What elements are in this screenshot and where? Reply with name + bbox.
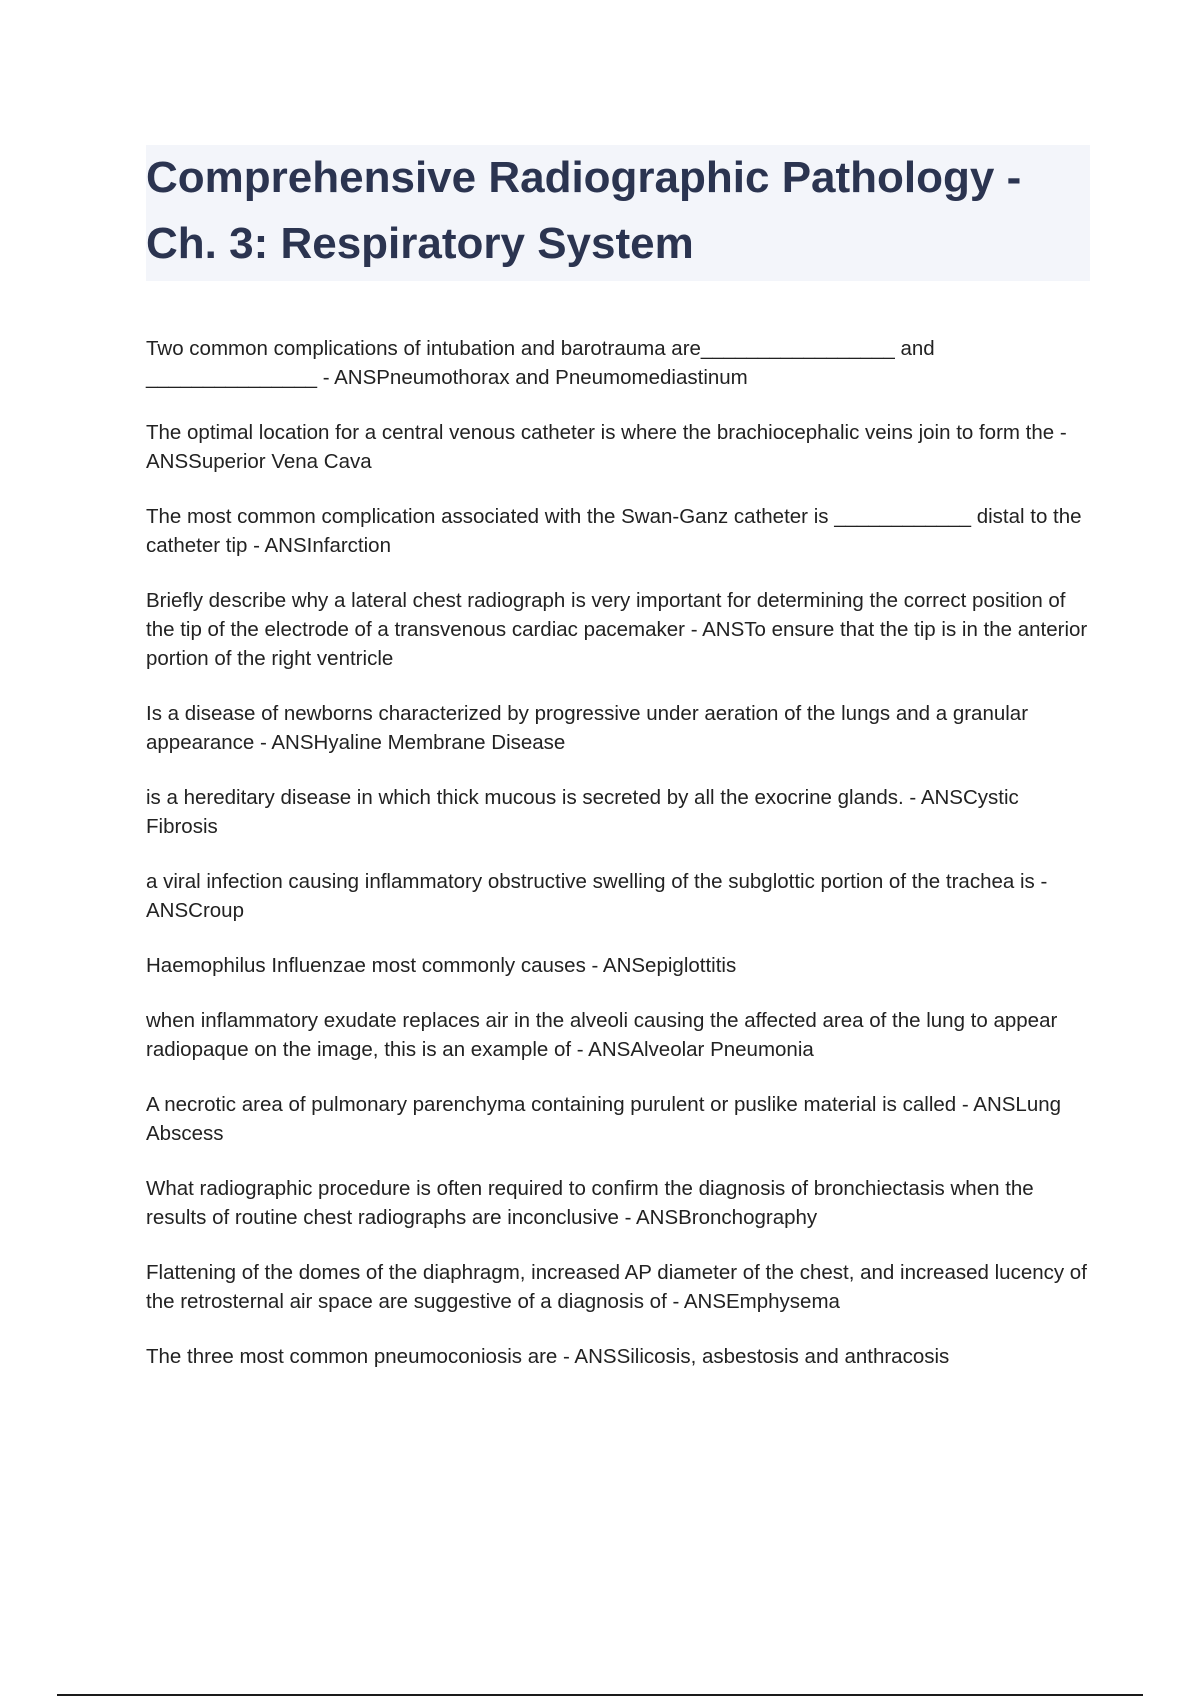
qa-entry: What radiographic procedure is often required to confirm the diagnosis of bronchiectasis when the results of routine chest radiographs are inconclusive - ANSBronchography (146, 1177, 1034, 1229)
qa-entry: Is a disease of newborns characterized by progressive under aeration of the lungs and a granular appearance - ANSHyaline Membrane Disease (146, 702, 1029, 754)
qa-entry: is a hereditary disease in which thick mucous is secreted by all the exocrine glands. - ANSCystic Fibrosis (146, 786, 1019, 838)
title-banner (146, 145, 1090, 281)
qa-entry: a viral infection causing inflammatory obstructive swelling of the subglottic portion of the trachea is - ANSCroup (146, 870, 1048, 922)
qa-list (146, 334, 1096, 1397)
qa-entry: The three most common pneumoconiosis are - ANSSilicosis, asbestosis and anthracosis (146, 1345, 950, 1368)
qa-entry: when inflammatory exudate replaces air in the alveoli causing the affected area of the lung to appear radiopaque on the image, this is an example of - ANSAlveolar Pneumonia (146, 1009, 1058, 1061)
qa-entry: The optimal location for a central venous catheter is where the brachiocephalic veins join to form the - ANSSuperior Vena Cava (146, 421, 1067, 473)
qa-entry: Briefly describe why a lateral chest radiograph is very important for determining the correct position of the tip of the electrode of a transvenous cardiac pacemaker - ANSTo ensure that the tip is in the anterior portion of the right ventricle (146, 589, 1088, 670)
qa-entry: Two common complications of intubation and barotrauma are_________________ and _______________ - ANSPneumothorax and Pneumomediastinum (146, 337, 935, 389)
qa-entry: Haemophilus Influenzae most commonly causes - ANSepiglottitis (146, 954, 737, 977)
qa-entry: The most common complication associated with the Swan-Ganz catheter is ____________ distal to the catheter tip - ANSInfarction (146, 505, 1082, 557)
qa-entry: Flattening of the domes of the diaphragm, increased AP diameter of the chest, and increased lucency of the retrosternal air space are suggestive of a diagnosis of - ANSEmphysema (146, 1261, 1087, 1313)
qa-entry: A necrotic area of pulmonary parenchyma containing purulent or puslike material is called - ANSLung Abscess (146, 1093, 1062, 1145)
footer-divider (57, 1694, 1143, 1696)
page-title: Comprehensive Radiographic Pathology - Ch. 3: Respiratory System (146, 153, 1022, 268)
